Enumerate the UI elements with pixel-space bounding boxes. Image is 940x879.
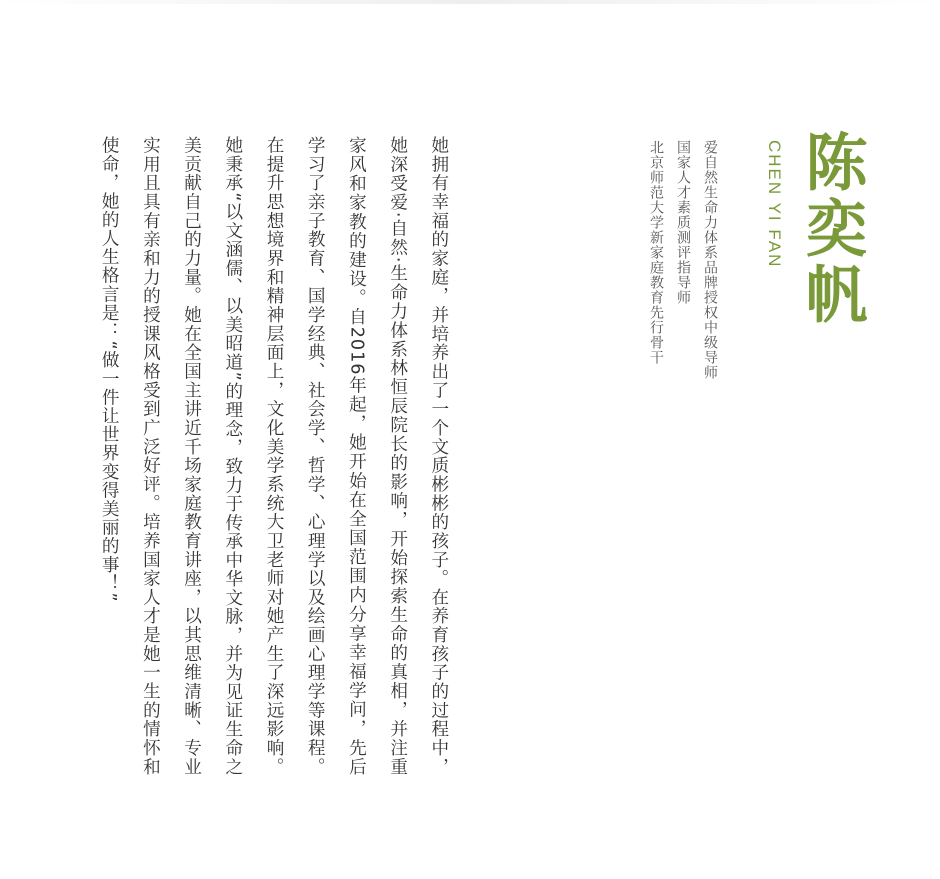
biography <box>88 136 459 776</box>
profile-name: 陈奕帆 <box>795 130 868 328</box>
title-line: 北京师范大学新家庭教育先行骨干 <box>648 140 664 365</box>
top-divider <box>0 0 940 4</box>
title-line: 国家人才素质测评指导师 <box>675 140 691 305</box>
next-section-heading-fragment <box>396 871 544 879</box>
profile-pinyin: CHEN YI FAN <box>765 140 784 269</box>
biography-paragraph: 她拥有幸福的家庭，并培养出了一个文质彬彬的孩子。在养育孩子的过程中，她深受爱·自然·生命力体系林恒辰院长的影响，开始探索生命的真相，并注重家风和家教的建设。自2016年起，她开始在全国范围内分享幸福学问，先后学习了亲子教育、国学经典、社会学、哲学、心理学以及绘画心理学等课程。在提升思想境界和精神层面上，文化美学系统大卫老师对她产生了深远影响。她秉承“以文涵儒、以美昭道”的理念，致力于传承中华文脉，并为见证生命之美贡献自己的力量。她在全国主讲近千场家庭教育讲座，以其思维清晰、专业实用且具有亲和力的授课风格受到广泛好评。培养国家人才是她一生的情怀和使命，她的人生格言是：“做一件让世界变得美丽的事！” <box>99 136 449 776</box>
profile-titles <box>642 140 723 440</box>
title-line: 爱自然生命力体系品牌授权中级导师 <box>702 140 718 380</box>
